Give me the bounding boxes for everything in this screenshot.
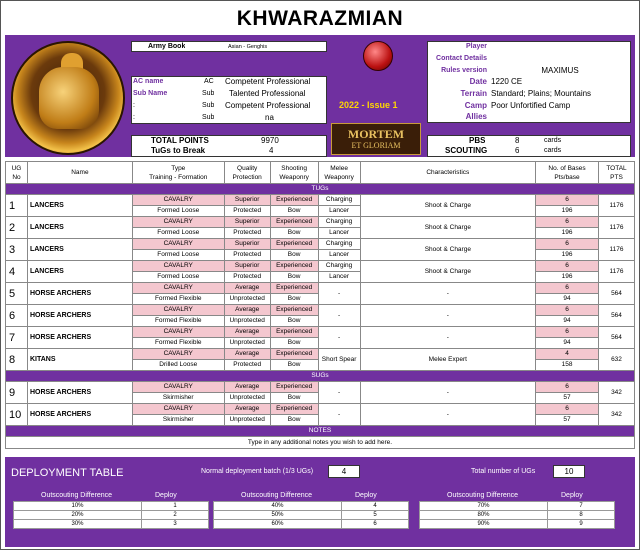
unit-formation[interactable]: Formed Loose	[132, 272, 224, 283]
deploy-count: 1	[142, 502, 209, 511]
deploy-col-deploy-header: Deploy	[155, 492, 177, 499]
unit-formation[interactable]: Drilled Loose	[132, 360, 224, 371]
outscouting-diff: 80%	[420, 511, 548, 520]
shooting-quality[interactable]: Experienced	[270, 382, 318, 393]
sub1-value[interactable]: Talented Professional	[229, 89, 306, 98]
tugs-to-break-value[interactable]: 4	[269, 146, 274, 155]
unit-type[interactable]: CAVALRY	[132, 327, 224, 338]
unit-protection[interactable]: Unprotected	[224, 338, 270, 349]
table-row	[6, 305, 635, 316]
deploy-col-deploy-header: Deploy	[561, 492, 583, 499]
base-count[interactable]: 6	[536, 305, 599, 316]
unit-name[interactable]: HORSE ARCHERS	[27, 382, 132, 404]
unit-quality[interactable]: Average	[224, 404, 270, 415]
contact-field[interactable]	[491, 54, 629, 64]
base-count[interactable]: 6	[536, 239, 599, 250]
unit-type[interactable]: CAVALRY	[132, 239, 224, 250]
unit-quality[interactable]: Superior	[224, 217, 270, 228]
mortem-et-gloriam-logo: MORTEM ET GLORIAM	[331, 123, 421, 155]
unit-quality[interactable]: Average	[224, 349, 270, 360]
unit-protection[interactable]: Protected	[224, 272, 270, 283]
table-header: UG No Name Type Training - Formation Quality Protection Shooting Weaponry Melee Weaponry Characteristics No. of Bases Pts/base TOTAL PTS	[6, 162, 635, 184]
unit-protection[interactable]: Unprotected	[224, 415, 270, 426]
deployment-table	[213, 501, 409, 529]
table-row	[14, 502, 209, 511]
unit-quality[interactable]: Average	[224, 327, 270, 338]
shooting-quality[interactable]: Experienced	[270, 349, 318, 360]
unit-type[interactable]: CAVALRY	[132, 349, 224, 360]
table-row	[6, 261, 635, 272]
unit-characteristics[interactable]: -	[360, 382, 536, 404]
unit-characteristics[interactable]: -	[360, 404, 536, 426]
unit-characteristics[interactable]: Shoot & Charge	[360, 195, 536, 217]
unit-formation[interactable]: Formed Loose	[132, 228, 224, 239]
unit-name[interactable]: LANCERS	[27, 261, 132, 283]
shooting-weapon[interactable]: Bow	[270, 316, 318, 327]
unit-name[interactable]: HORSE ARCHERS	[27, 327, 132, 349]
table-row	[6, 404, 635, 415]
unit-characteristics[interactable]: -	[360, 327, 536, 349]
ac-value[interactable]: Competent Professional	[225, 77, 311, 86]
table-row	[14, 520, 209, 529]
ug-number: 6	[6, 305, 28, 327]
melee-weapon-1[interactable]: -	[318, 305, 360, 327]
shooting-weapon[interactable]: Bow	[270, 338, 318, 349]
unit-quality[interactable]: Superior	[224, 261, 270, 272]
unit-name[interactable]: LANCERS	[27, 195, 132, 217]
total-ugs-value[interactable]: 10	[553, 465, 585, 478]
base-count[interactable]: 6	[536, 217, 599, 228]
melee-weapon-1[interactable]: -	[318, 327, 360, 349]
melee-weapon-2[interactable]: Lancer	[318, 228, 360, 239]
base-count[interactable]: 6	[536, 404, 599, 415]
base-count[interactable]: 6	[536, 261, 599, 272]
units-table	[5, 161, 635, 449]
deploy-count: 9	[548, 520, 615, 529]
table-row	[214, 511, 409, 520]
unit-total-pts: 342	[598, 382, 634, 404]
unit-total-pts: 1176	[598, 261, 634, 283]
unit-characteristics[interactable]: Shoot & Charge	[360, 239, 536, 261]
notes-field[interactable]: Type in any additional notes you wish to add here.	[6, 437, 635, 449]
deploy-col-diff-header: Outscouting Difference	[447, 492, 519, 499]
unit-total-pts: 1176	[598, 217, 634, 239]
unit-type[interactable]: CAVALRY	[132, 195, 224, 206]
unit-name[interactable]: KITANS	[27, 349, 132, 371]
melee-weapon-1[interactable]: Charging	[318, 239, 360, 250]
unit-total-pts: 632	[598, 349, 634, 371]
unit-name[interactable]: HORSE ARCHERS	[27, 404, 132, 426]
shooting-quality[interactable]: Experienced	[270, 305, 318, 316]
melee-weapon-1[interactable]: -	[318, 283, 360, 305]
rules-version-value[interactable]: MAXIMUS	[541, 66, 579, 75]
deploy-col-deploy-header: Deploy	[355, 492, 377, 499]
table-row	[14, 511, 209, 520]
pts-per-base: 196	[536, 272, 599, 283]
unit-characteristics[interactable]: -	[360, 283, 536, 305]
melee-weapon-2[interactable]: Lancer	[318, 272, 360, 283]
shooting-weapon[interactable]: Bow	[270, 393, 318, 404]
unit-total-pts: 564	[598, 283, 634, 305]
notes-section-label: NOTES	[6, 426, 635, 437]
ug-number: 8	[6, 349, 28, 371]
deploy-count: 2	[142, 511, 209, 520]
pts-per-base: 158	[536, 360, 599, 371]
unit-type[interactable]: CAVALRY	[132, 305, 224, 316]
melee-weapon-1[interactable]: Charging	[318, 195, 360, 206]
ug-number: 2	[6, 217, 28, 239]
sub2-value[interactable]: Competent Professional	[225, 101, 311, 110]
pts-per-base: 196	[536, 228, 599, 239]
table-row	[6, 195, 635, 206]
outscouting-diff: 70%	[420, 502, 548, 511]
army-title: KHWARAZMIAN	[236, 7, 404, 30]
pbs-value[interactable]: 8	[515, 136, 520, 145]
unit-name[interactable]: LANCERS	[27, 239, 132, 261]
unit-formation[interactable]: Formed Flexible	[132, 338, 224, 349]
unit-type[interactable]: CAVALRY	[132, 404, 224, 415]
outscouting-diff: 50%	[214, 511, 342, 520]
scouting-value[interactable]: 6	[515, 146, 520, 155]
deploy-count: 3	[142, 520, 209, 529]
pts-per-base: 94	[536, 316, 599, 327]
melee-weapon-2[interactable]: Lancer	[318, 206, 360, 217]
shooting-weapon[interactable]: Bow	[270, 415, 318, 426]
sub3-value[interactable]: na	[265, 113, 274, 122]
unit-formation[interactable]: Formed Loose	[132, 206, 224, 217]
base-count[interactable]: 6	[536, 327, 599, 338]
army-book-row: Army Book Asian - Genghis	[131, 41, 327, 52]
deploy-count: 4	[342, 502, 409, 511]
pts-per-base: 57	[536, 415, 599, 426]
deployment-title: DEPLOYMENT TABLE	[11, 467, 124, 479]
shooting-quality[interactable]: Experienced	[270, 195, 318, 206]
army-book-value[interactable]: Asian - Genghis	[228, 44, 268, 50]
melee-weapon-1[interactable]: Charging	[318, 261, 360, 272]
shooting-weapon[interactable]: Bow	[270, 360, 318, 371]
ug-number: 3	[6, 239, 28, 261]
table-row	[6, 349, 635, 360]
unit-protection[interactable]: Protected	[224, 250, 270, 261]
shooting-weapon[interactable]: Bow	[270, 272, 318, 283]
ug-number: 10	[6, 404, 28, 426]
issue-label: 2022 - Issue 1	[339, 100, 398, 110]
outscouting-diff: 10%	[14, 502, 142, 511]
deploy-count: 6	[342, 520, 409, 529]
table-row	[6, 239, 635, 250]
deploy-count: 7	[548, 502, 615, 511]
melee-weapon-2[interactable]: Lancer	[318, 250, 360, 261]
unit-name[interactable]: HORSE ARCHERS	[27, 305, 132, 327]
table-row	[214, 502, 409, 511]
base-count[interactable]: 6	[536, 382, 599, 393]
unit-protection[interactable]: Unprotected	[224, 393, 270, 404]
melee-weapon-1[interactable]: -	[318, 404, 360, 426]
army-list-sheet: KHWARAZMIAN Army Book Asian - Genghis AC name AC Competent Professional Sub Name Sub Talented Professional : Sub Competent Professional : Sub na TOTAL POINTS 9970 TuGs to Break 4 2022 - Issue 1 MORTEM ET GLORIAM Player Contact Details Rules version MAXIMUS Date 1220 CE Terrain Standard; Plains; Mountains Camp Poor Unfortified Camp Allies PBS 8 cards SCOUTING 6 cards UG No Name Type Training - Formation Quality Protection Shooting Weaponry Melee Weaponry Characteristics No. of Bases Pts/base TOTAL PTS TUGs 1 LANCERS CAVALRY Superior Experienced Charging Shoot & Charge 6 1176 Formed Loose Protected Bow Lancer 196 2 LANCERS CAVALRY Superior Experienced Charging Shoot & Charge 6 1176 Formed Loose Protected Bow Lancer 196 3 LANCERS CAVALRY Superior Experienced Charging Shoot & Charge 6 1176 Formed Loose Protected Bow Lancer 196 4 LANCERS CAVALRY Superior Experienced Charging Shoot & Charge 6 1176 Formed Loose Protected Bow Lancer 196 5 HORSE ARCHERS CAVALRY Average Experienced - - 6 564 Formed Flexible Unprotected Bow 94 6 HORSE ARCHERS CAVALRY Average Experienced - - 6 564 Formed Flexible Unprotected Bow 94 7 HORSE ARCHERS CAVALRY Average Experienced - - 6 564 Formed Flexible Unprotected Bow 94 8 KITANS CAVALRY Average Experienced Short Spear Melee Expert 4 632 Drilled Loose Protected Bow 158 SUGs 9 HORSE ARCHERS CAVALRY Average Experienced - - 6 342 Skirmisher Unprotected Bow 57 10 HORSE ARCHERS CAVALRY Average Experienced - - 6 342 Skirmisher Unprotected Bow 57 NOTES Type in any additional notes you wish to add here. DEPLOYMENT TABLE Normal deployment batch (1/3 UGs) 4 Total number of UGs 10 Outscouting Difference Deploy 10% 1 20% 2 30% 3 Outscouting Difference Deploy 40% 4 50% 5 60% 6 Outscouting Difference Deploy 70% 7 80% 8 90% 9	[0, 0, 640, 550]
unit-quality[interactable]: Superior	[224, 195, 270, 206]
table-row	[6, 382, 635, 393]
outscouting-diff: 60%	[214, 520, 342, 529]
deployment-table	[419, 501, 615, 529]
table-row	[6, 283, 635, 294]
deployment-table	[13, 501, 209, 529]
base-count[interactable]: 4	[536, 349, 599, 360]
shooting-weapon[interactable]: Bow	[270, 250, 318, 261]
table-row	[420, 511, 615, 520]
ug-number: 9	[6, 382, 28, 404]
batch-value[interactable]: 4	[328, 465, 360, 478]
unit-protection[interactable]: Unprotected	[224, 316, 270, 327]
base-count[interactable]: 6	[536, 195, 599, 206]
camp-value[interactable]: Poor Unfortified Camp	[491, 101, 571, 110]
unit-name[interactable]: LANCERS	[27, 217, 132, 239]
unit-total-pts: 1176	[598, 239, 634, 261]
unit-quality[interactable]: Average	[224, 283, 270, 294]
shooting-quality[interactable]: Experienced	[270, 404, 318, 415]
outscouting-diff: 20%	[14, 511, 142, 520]
deploy-count: 5	[342, 511, 409, 520]
unit-protection[interactable]: Unprotected	[224, 294, 270, 305]
table-row	[6, 217, 635, 228]
deploy-count: 8	[548, 511, 615, 520]
unit-formation[interactable]: Formed Flexible	[132, 316, 224, 327]
melee-weapon-1[interactable]: Short Spear	[318, 349, 360, 371]
shooting-weapon[interactable]: Bow	[270, 206, 318, 217]
terrain-value[interactable]: Standard; Plains; Mountains	[491, 89, 592, 98]
shooting-quality[interactable]: Experienced	[270, 217, 318, 228]
ug-number: 4	[6, 261, 28, 283]
pts-per-base: 94	[536, 294, 599, 305]
unit-total-pts: 342	[598, 404, 634, 426]
ug-number: 5	[6, 283, 28, 305]
unit-formation[interactable]: Skirmisher	[132, 415, 224, 426]
tugs-section-label: TUGs	[6, 184, 635, 195]
ug-number: 1	[6, 195, 28, 217]
unit-quality[interactable]: Superior	[224, 239, 270, 250]
shooting-weapon[interactable]: Bow	[270, 228, 318, 239]
unit-characteristics[interactable]: Shoot & Charge	[360, 217, 536, 239]
pts-per-base: 94	[536, 338, 599, 349]
table-row	[420, 502, 615, 511]
melee-weapon-1[interactable]: Charging	[318, 217, 360, 228]
unit-characteristics[interactable]: Melee Expert	[360, 349, 536, 371]
date-value[interactable]: 1220 CE	[491, 77, 523, 86]
unit-protection[interactable]: Protected	[224, 206, 270, 217]
table-row	[420, 520, 615, 529]
shooting-quality[interactable]: Experienced	[270, 239, 318, 250]
table-row	[6, 327, 635, 338]
unit-total-pts: 1176	[598, 195, 634, 217]
unit-formation[interactable]: Formed Loose	[132, 250, 224, 261]
outscouting-diff: 40%	[214, 502, 342, 511]
ug-number: 7	[6, 327, 28, 349]
total-points-value[interactable]: 9970	[261, 136, 279, 145]
player-field[interactable]	[491, 42, 629, 52]
outscouting-diff: 90%	[420, 520, 548, 529]
unit-type[interactable]: CAVALRY	[132, 382, 224, 393]
unit-type[interactable]: CAVALRY	[132, 261, 224, 272]
melee-weapon-1[interactable]: -	[318, 382, 360, 404]
unit-characteristics[interactable]: -	[360, 305, 536, 327]
unit-total-pts: 564	[598, 327, 634, 349]
pts-per-base: 196	[536, 206, 599, 217]
table-row	[214, 520, 409, 529]
sugs-section-label: SUGs	[6, 371, 635, 382]
unit-name[interactable]: HORSE ARCHERS	[27, 283, 132, 305]
unit-quality[interactable]: Average	[224, 305, 270, 316]
base-count[interactable]: 6	[536, 283, 599, 294]
shooting-weapon[interactable]: Bow	[270, 294, 318, 305]
spartan-helmet-logo-icon	[11, 41, 125, 155]
unit-protection[interactable]: Protected	[224, 228, 270, 239]
unit-total-pts: 564	[598, 305, 634, 327]
dice-logo-icon	[363, 41, 393, 71]
deploy-col-diff-header: Outscouting Difference	[241, 492, 313, 499]
pts-per-base: 57	[536, 393, 599, 404]
shooting-quality[interactable]: Experienced	[270, 283, 318, 294]
unit-formation[interactable]: Formed Flexible	[132, 294, 224, 305]
outscouting-diff: 30%	[14, 520, 142, 529]
unit-formation[interactable]: Skirmisher	[132, 393, 224, 404]
shooting-quality[interactable]: Experienced	[270, 327, 318, 338]
pts-per-base: 196	[536, 250, 599, 261]
unit-protection[interactable]: Protected	[224, 360, 270, 371]
unit-type[interactable]: CAVALRY	[132, 283, 224, 294]
allies-value[interactable]	[491, 112, 629, 122]
shooting-quality[interactable]: Experienced	[270, 261, 318, 272]
unit-quality[interactable]: Average	[224, 382, 270, 393]
unit-characteristics[interactable]: Shoot & Charge	[360, 261, 536, 283]
deploy-col-diff-header: Outscouting Difference	[41, 492, 113, 499]
unit-type[interactable]: CAVALRY	[132, 217, 224, 228]
